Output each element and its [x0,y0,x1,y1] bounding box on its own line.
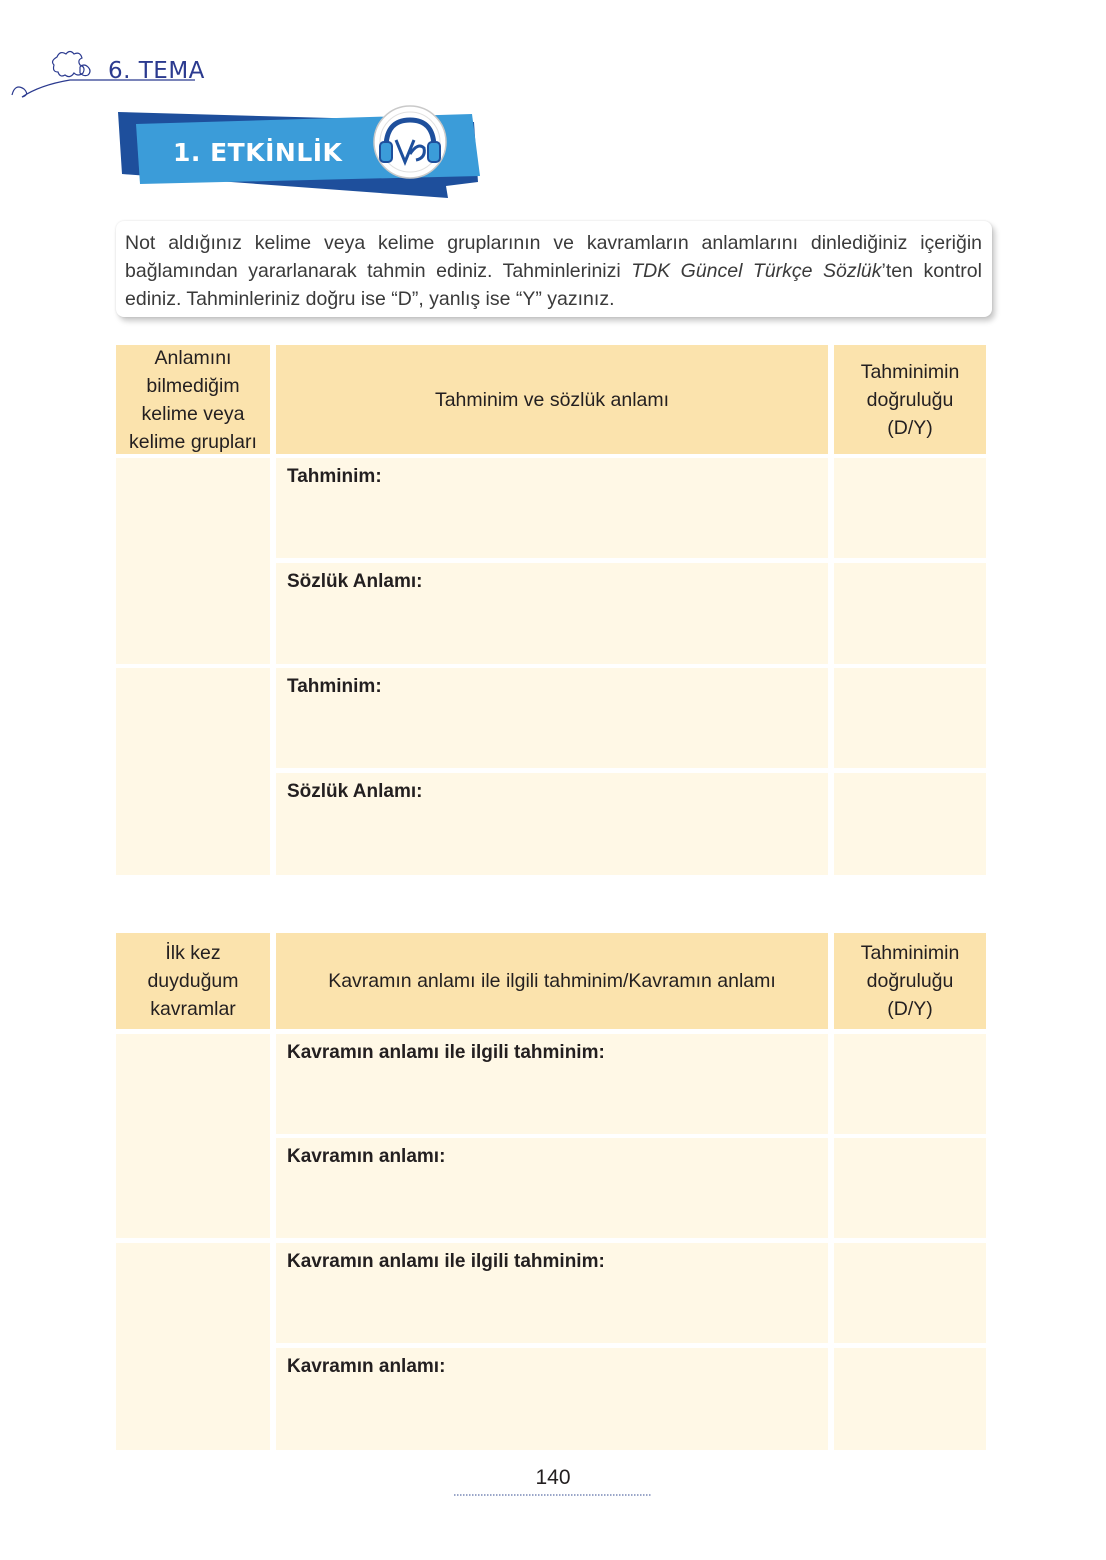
headphones-icon [374,106,446,178]
guess-row[interactable] [276,668,828,768]
guess-row[interactable] [276,1034,828,1134]
accuracy-cell[interactable] [834,1138,986,1238]
col-header-guess-meaning: Tahminim ve sözlük anlamı [276,345,828,454]
row-label: Sözlük Anlamı: [287,781,423,802]
guess-row[interactable] [276,458,828,558]
accuracy-cell[interactable] [834,1348,986,1450]
row-label: Kavramın anlamı ile ilgili tahminim: [287,1251,605,1272]
col-header-accuracy: Tahminimin doğruluğu (D/Y) [834,933,986,1029]
decorative-dot-line [454,1492,652,1498]
accuracy-cell[interactable] [834,773,986,875]
accuracy-cell[interactable] [834,563,986,664]
guess-row[interactable] [276,1348,828,1450]
guess-row[interactable] [276,1243,828,1343]
col-header-words: Anlamını bilmediğim kelime veya kelime grupları [116,345,270,454]
concept-cell[interactable] [116,1243,270,1450]
row-label: Kavramın anlamı: [287,1146,446,1167]
theme-label: 6. TEMA [108,58,205,84]
row-label: Tahminim: [287,676,382,697]
row-label: Kavramın anlamı: [287,1356,446,1377]
instruction-box [116,221,992,317]
guess-row[interactable] [276,1138,828,1238]
col-header-accuracy: Tahminimin doğruluğu (D/Y) [834,345,986,454]
concept-cell[interactable] [116,1034,270,1238]
col-header-concept-meaning: Kavramın anlamı ile ilgili tahminim/Kavramın anlamı [276,933,828,1029]
col-header-concepts: İlk kez duyduğum kavramlar [116,933,270,1029]
guess-row[interactable] [276,773,828,875]
row-label: Tahminim: [287,466,382,487]
row-label: Sözlük Anlamı: [287,571,423,592]
word-cell[interactable] [116,668,270,875]
row-label: Kavramın anlamı ile ilgili tahminim: [287,1042,605,1063]
accuracy-cell[interactable] [834,1034,986,1134]
word-guess-table [116,345,986,875]
activity-title: 1. ETKİNLİK [173,138,343,167]
accuracy-cell[interactable] [834,668,986,768]
accuracy-cell[interactable] [834,458,986,558]
instruction-text: Not aldığınız kelime veya kelime gruplarının ve kavramların anlamlarını dinlediğiniz içeriğin bağlamından yararlanarak tahmin ediniz. Tahminlerinizi TDK Güncel Türkçe Sözlük’ten kontrol ediniz. Tahminleriniz doğru ise “D”, yanlış ise “Y” yazınız. [125,232,982,310]
guess-row[interactable] [276,563,828,664]
concept-guess-table [116,933,986,1450]
word-cell[interactable] [116,458,270,664]
accuracy-cell[interactable] [834,1243,986,1343]
page-number: 140 [535,1466,571,1489]
